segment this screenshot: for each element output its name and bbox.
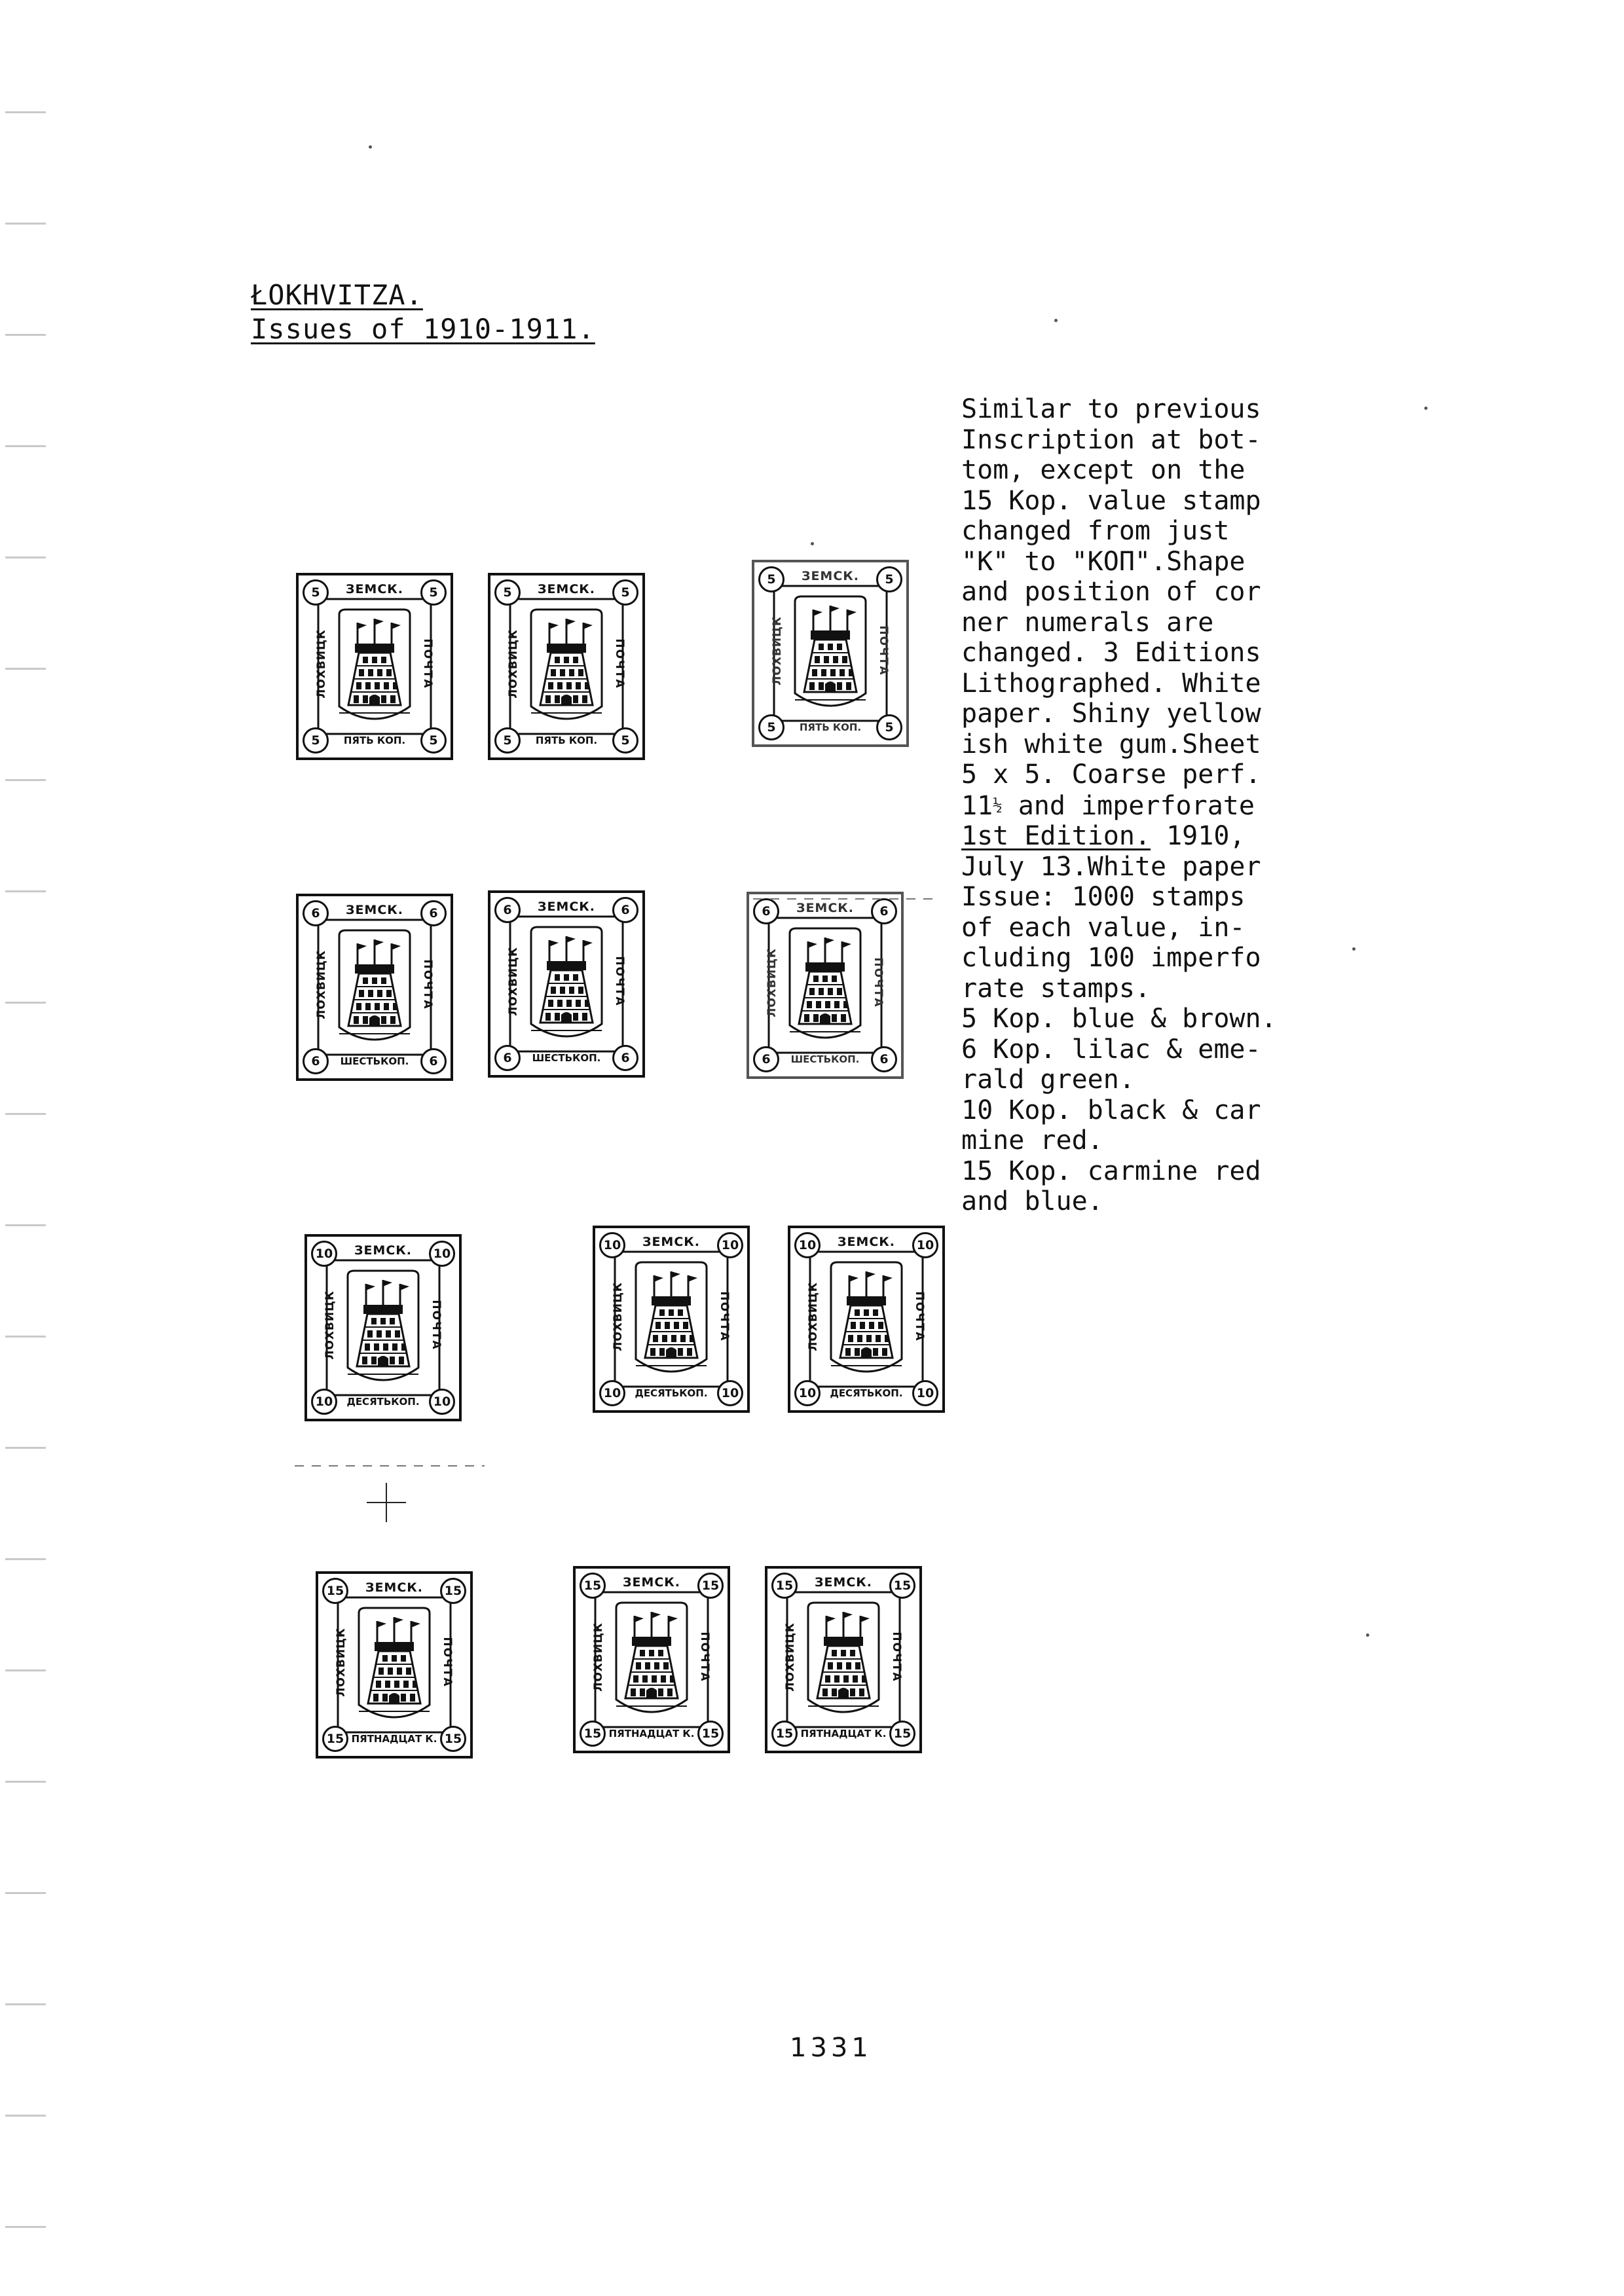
- stamp-corner-numeral: 15: [771, 1573, 798, 1599]
- stamp-left-inscription: ЛОХВИЦК: [784, 1622, 797, 1692]
- stamp-top-inscription: ЗЕМСК.: [622, 1575, 681, 1590]
- stamp-10-kop: [304, 1234, 462, 1421]
- stamp-left-inscription: ЛОХВИЦК: [592, 1622, 605, 1692]
- margin-tick: [5, 779, 46, 781]
- description-line: 15 Kop. value stamp: [961, 485, 1261, 516]
- stamp-corner-numeral: 15: [771, 1721, 798, 1747]
- perf-fraction: ½: [993, 795, 1003, 814]
- stamp-right-inscription: ПОЧТА: [430, 1300, 443, 1351]
- stamp-10-kop: [593, 1226, 750, 1413]
- stamp-right-inscription: ПОЧТА: [718, 1291, 731, 1342]
- stamp-6-kop: [488, 890, 645, 1078]
- margin-tick: [5, 1113, 46, 1115]
- stamp-bottom-inscription: ШЕСТЬКОП.: [340, 1055, 409, 1067]
- stamp-top-inscription: ЗЕМСК.: [801, 569, 860, 583]
- stamp-right-inscription: ПОЧТА: [890, 1631, 903, 1683]
- description-edition-line: [961, 821, 1333, 852]
- stamp-corner-numeral: 15: [440, 1578, 466, 1604]
- stamp-bottom-inscription: ШЕСТЬКОП.: [790, 1053, 860, 1065]
- stamp-top-inscription: ЗЕМСК.: [537, 582, 596, 596]
- speck: [1054, 319, 1058, 322]
- stamp-bottom-inscription: ПЯТНАДЦАТ К.: [800, 1728, 887, 1740]
- description-line: "K" to "КОП".Shape: [961, 546, 1246, 577]
- margin-tick: [5, 1447, 46, 1449]
- stamp-corner-numeral: 6: [753, 898, 779, 924]
- stamp-corner-numeral: 6: [303, 1048, 329, 1074]
- stamp-corner-numeral: 15: [580, 1573, 606, 1599]
- stamp-bottom-inscription: ПЯТЬ КОП.: [343, 735, 406, 746]
- stamp-corner-numeral: 5: [758, 714, 784, 740]
- description-text: [961, 394, 1333, 1217]
- stamp-bottom-inscription: ДЕСЯТЬКОП.: [830, 1387, 903, 1399]
- stamp-corner-numeral: 10: [717, 1232, 743, 1258]
- stamp-left-inscription: ЛОХВИЦК: [807, 1282, 820, 1351]
- stamp-left-inscription: ЛОХВИЦК: [335, 1628, 348, 1697]
- stamp-corner-numeral: 6: [612, 897, 638, 923]
- description-line: Issue: 1000 stamps: [961, 882, 1246, 912]
- stamp-right-inscription: ПОЧТА: [613, 638, 626, 689]
- stamp-corner-numeral: 10: [311, 1241, 337, 1267]
- stamp-top-inscription: ЗЕМСК.: [642, 1235, 701, 1249]
- stamp-top-inscription: ЗЕМСК.: [354, 1243, 413, 1258]
- description-line: Similar to previous: [961, 394, 1261, 424]
- page-number: 1331: [790, 2033, 872, 2063]
- description-lines-part2: [961, 852, 1333, 1217]
- margin-tick: [5, 1781, 46, 1783]
- stamp-left-inscription: ЛОХВИЦК: [323, 1290, 337, 1360]
- stamp-bottom-inscription: ПЯТНАДЦАТ К.: [608, 1728, 695, 1740]
- stamp-corner-numeral: 6: [871, 898, 897, 924]
- stamp-corner-numeral: 15: [889, 1573, 915, 1599]
- stamp-top-inscription: ЗЕМСК.: [814, 1575, 873, 1590]
- stamp-corner-numeral: 5: [420, 727, 447, 754]
- stamp-corner-numeral: 6: [612, 1045, 638, 1071]
- description-line: 6 Kop. lilac & eme-: [961, 1034, 1261, 1065]
- margin-tick-marks: [0, 0, 59, 2296]
- stamp-right-inscription: ПОЧТА: [421, 959, 434, 1010]
- cut-line: [753, 898, 936, 900]
- stamp-corner-numeral: 10: [599, 1380, 625, 1406]
- description-lines-part1: [961, 394, 1333, 790]
- description-line: tom, except on the: [961, 455, 1246, 485]
- stamp-10-kop: [788, 1226, 945, 1413]
- description-line: and blue.: [961, 1186, 1103, 1216]
- stamp-right-inscription: ПОЧТА: [421, 638, 434, 689]
- stamp-left-inscription: ЛОХВИЦК: [612, 1282, 625, 1351]
- stamp-corner-numeral: 15: [322, 1578, 348, 1604]
- stamp-top-inscription: ЗЕМСК.: [837, 1235, 896, 1249]
- margin-tick: [5, 2115, 46, 2117]
- stamp-bottom-inscription: ДЕСЯТЬКОП.: [635, 1387, 708, 1399]
- stamp-corner-numeral: 6: [420, 1048, 447, 1074]
- registration-cross-mark: [367, 1483, 406, 1522]
- edition-label: 1st Edition.: [961, 821, 1151, 851]
- description-line: ner numerals are: [961, 607, 1214, 638]
- stamp-bottom-inscription: ПЯТЬ КОП.: [535, 735, 598, 746]
- stamp-bottom-inscription: ПЯТНАДЦАТ К.: [351, 1733, 437, 1745]
- stamp-corner-numeral: 5: [494, 579, 521, 606]
- stamp-left-inscription: ЛОХВИЦК: [771, 616, 784, 685]
- stamp-bottom-inscription: ПЯТЬ КОП.: [799, 721, 862, 733]
- description-line: Lithographed. White: [961, 668, 1261, 699]
- stamp-corner-numeral: 10: [912, 1380, 938, 1406]
- stamp-top-inscription: ЗЕМСК.: [537, 900, 596, 914]
- stamp-corner-numeral: 10: [429, 1241, 455, 1267]
- description-line: 15 Kop. carmine red: [961, 1156, 1261, 1186]
- edition-date: 1910,: [1150, 821, 1246, 851]
- stamp-right-inscription: ПОЧТА: [698, 1631, 711, 1683]
- stamp-corner-numeral: 5: [494, 727, 521, 754]
- stamp-corner-numeral: 5: [303, 579, 329, 606]
- description-line: 10 Kop. black & car: [961, 1095, 1261, 1125]
- stamp-15-kop: [316, 1571, 473, 1758]
- stamp-corner-numeral: 15: [322, 1726, 348, 1752]
- margin-tick: [5, 890, 46, 892]
- stamp-6-kop: [747, 892, 904, 1079]
- stamp-right-inscription: ПОЧТА: [913, 1291, 926, 1342]
- stamp-corner-numeral: 6: [494, 897, 521, 923]
- stamp-5-kop: [296, 573, 453, 760]
- stamp-left-inscription: ЛОХВИЦК: [766, 948, 779, 1017]
- stamp-left-inscription: ЛОХВИЦК: [507, 629, 520, 699]
- description-line: of each value, in-: [961, 912, 1246, 943]
- margin-tick: [5, 1002, 46, 1004]
- description-line: and position of cor: [961, 577, 1261, 607]
- description-line: changed. 3 Editions: [961, 638, 1261, 668]
- stamp-corner-numeral: 5: [876, 566, 902, 592]
- stamp-corner-numeral: 5: [876, 714, 902, 740]
- stamp-corner-numeral: 5: [758, 566, 784, 592]
- speck: [1352, 947, 1356, 951]
- heading-title: ŁOKHVITZA.: [251, 279, 423, 311]
- stamp-corner-numeral: 10: [794, 1380, 821, 1406]
- stamp-corner-numeral: 6: [753, 1046, 779, 1072]
- stamp-5-kop: [488, 573, 645, 760]
- stamp-15-kop: [765, 1566, 922, 1753]
- margin-tick: [5, 1892, 46, 1894]
- margin-tick: [5, 1224, 46, 1226]
- speck: [811, 542, 814, 545]
- stamp-left-inscription: ЛОХВИЦК: [507, 947, 520, 1016]
- stamp-top-inscription: ЗЕМСК.: [345, 582, 404, 596]
- stamp-6-kop: [296, 894, 453, 1081]
- margin-tick: [5, 1558, 46, 1560]
- stamp-left-inscription: ЛОХВИЦК: [315, 629, 328, 699]
- stamp-left-inscription: ЛОХВИЦК: [315, 950, 328, 1019]
- cut-line: [295, 1465, 485, 1467]
- stamp-bottom-inscription: ДЕСЯТЬКОП.: [346, 1396, 420, 1408]
- stamp-corner-numeral: 5: [612, 727, 638, 754]
- speck: [1424, 407, 1428, 410]
- margin-tick: [5, 1669, 46, 1671]
- margin-tick: [5, 1336, 46, 1338]
- stamp-corner-numeral: 10: [912, 1232, 938, 1258]
- perf-rest: and imperforate: [1002, 790, 1255, 821]
- margin-tick: [5, 556, 46, 558]
- stamp-corner-numeral: 10: [717, 1380, 743, 1406]
- margin-tick: [5, 334, 46, 336]
- stamp-right-inscription: ПОЧТА: [872, 957, 885, 1008]
- stamp-corner-numeral: 15: [440, 1726, 466, 1752]
- margin-tick: [5, 445, 46, 447]
- description-line: mine red.: [961, 1125, 1103, 1156]
- stamp-top-inscription: ЗЕМСК.: [796, 901, 855, 915]
- margin-tick: [5, 668, 46, 670]
- stamp-corner-numeral: 6: [494, 1045, 521, 1071]
- stamp-top-inscription: ЗЕМСК.: [365, 1580, 424, 1595]
- description-line: July 13.White paper: [961, 851, 1261, 882]
- margin-tick: [5, 223, 46, 225]
- description-perf-line: [961, 790, 1333, 822]
- stamp-corner-numeral: 6: [871, 1046, 897, 1072]
- stamp-corner-numeral: 10: [794, 1232, 821, 1258]
- stamp-corner-numeral: 15: [889, 1721, 915, 1747]
- stamp-corner-numeral: 6: [420, 900, 447, 926]
- description-line: rald green.: [961, 1065, 1135, 1095]
- description-line: paper. Shiny yellow: [961, 699, 1261, 729]
- stamp-corner-numeral: 5: [612, 579, 638, 606]
- perf-whole: 11: [961, 790, 993, 821]
- margin-tick: [5, 2226, 46, 2228]
- stamp-right-inscription: ПОЧТА: [441, 1637, 454, 1688]
- stamp-corner-numeral: 15: [697, 1721, 724, 1747]
- page-heading: [251, 278, 595, 346]
- description-line: rate stamps.: [961, 973, 1151, 1004]
- stamp-corner-numeral: 15: [697, 1573, 724, 1599]
- stamp-right-inscription: ПОЧТА: [877, 625, 890, 676]
- heading-subtitle: Issues of 1910-1911.: [251, 313, 595, 345]
- description-line: changed from just: [961, 516, 1230, 546]
- stamp-5-kop: [752, 560, 909, 747]
- speck: [1366, 1633, 1369, 1637]
- stamp-corner-numeral: 10: [429, 1389, 455, 1415]
- margin-tick: [5, 111, 46, 113]
- description-line: ish white gum.Sheet: [961, 729, 1261, 759]
- margin-tick: [5, 2003, 46, 2005]
- stamp-corner-numeral: 10: [311, 1389, 337, 1415]
- stamp-top-inscription: ЗЕМСК.: [345, 903, 404, 917]
- stamp-corner-numeral: 5: [303, 727, 329, 754]
- description-line: 5 x 5. Coarse perf.: [961, 759, 1261, 790]
- stamp-15-kop: [573, 1566, 730, 1753]
- speck: [369, 145, 372, 149]
- stamp-corner-numeral: 5: [420, 579, 447, 606]
- stamp-right-inscription: ПОЧТА: [613, 956, 626, 1007]
- stamp-corner-numeral: 10: [599, 1232, 625, 1258]
- stamp-corner-numeral: 6: [303, 900, 329, 926]
- description-line: cluding 100 imperfo: [961, 943, 1261, 973]
- stamp-bottom-inscription: ШЕСТЬКОП.: [532, 1052, 601, 1064]
- description-line: Inscription at bot-: [961, 424, 1261, 455]
- description-line: 5 Kop. blue & brown.: [961, 1004, 1277, 1034]
- stamp-corner-numeral: 15: [580, 1721, 606, 1747]
